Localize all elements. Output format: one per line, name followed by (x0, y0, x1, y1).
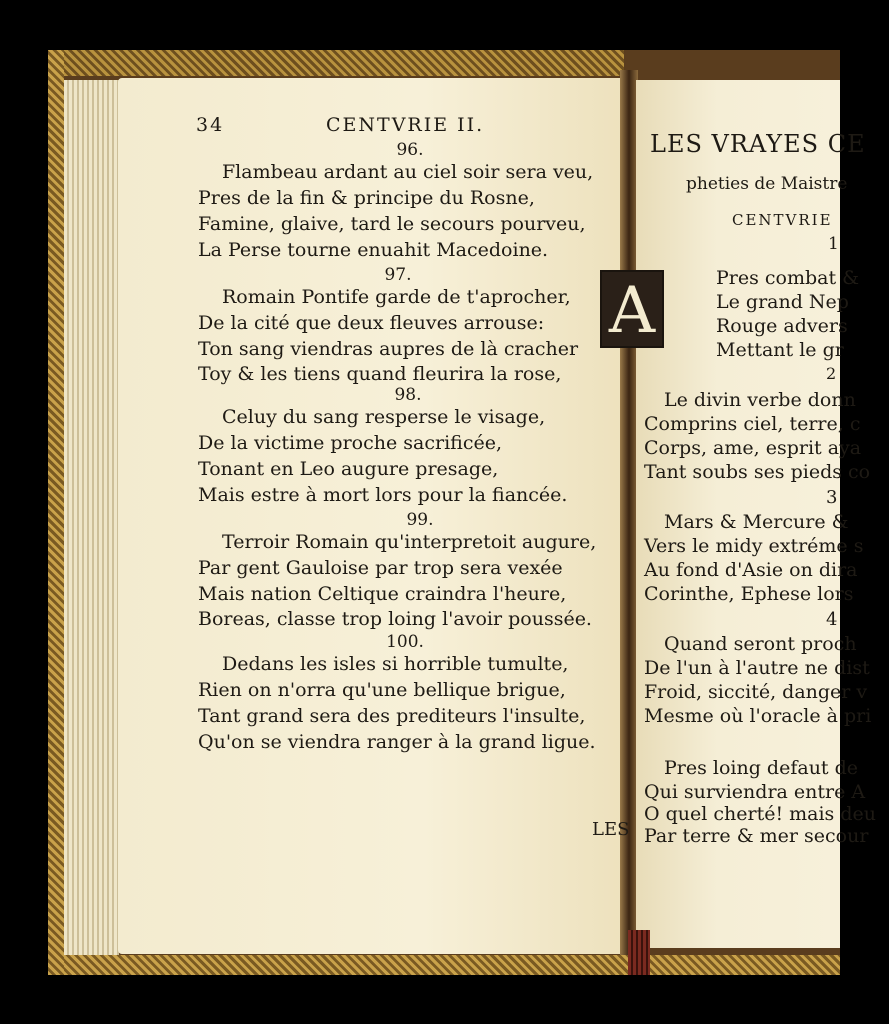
verse-line: Mais nation Celtique craindra l'heure, (198, 583, 567, 605)
verse-line: Vers le midy extréme s (644, 535, 864, 557)
verse-line: Le grand Nep (716, 291, 849, 313)
section-head: CENTVRIE (732, 211, 833, 229)
verse-line: De la cité que deux fleuves arrouse: (198, 312, 545, 334)
page-edges (64, 80, 119, 960)
verse-line: La Perse tourne enuahit Macedoine. (198, 239, 549, 261)
page-subtitle: pheties de Maistre (686, 174, 848, 194)
verse-line: Famine, glaive, tard le secours pourveu, (198, 213, 586, 235)
quatrain-number: 100. (386, 632, 424, 652)
gilt-cover-edge (48, 50, 64, 975)
verse-line: Mettant le gr (716, 339, 844, 361)
verse-line: Toy & les tiens quand fleurira la rose, (198, 363, 562, 385)
ornamental-drop-cap: A (600, 270, 664, 348)
verse-line: Celuy du sang resperse le visage, (222, 406, 546, 428)
verse-line: Romain Pontife garde de t'aprocher, (222, 286, 571, 308)
page-title: LES VRAYES CE (650, 130, 866, 158)
verse-line: Rien on n'orra qu'une bellique brigue, (198, 679, 566, 701)
quatrain-number: 3 (826, 487, 838, 508)
verse-line: Quand seront proch (664, 633, 857, 655)
verse-line: Mars & Mercure & (664, 511, 849, 533)
verse-line: Ton sang viendras aupres de là cracher (198, 338, 579, 360)
verse-line: O quel cherté! mais deu (644, 803, 876, 825)
running-head: CENTVRIE II. (326, 114, 485, 136)
quatrain-number: 99. (406, 510, 434, 530)
verse-line: De la victime proche sacrificée, (198, 432, 502, 454)
verse-line: Tant grand sera des prediteurs l'insulte, (198, 705, 586, 727)
bookmark-ribbon (628, 930, 650, 975)
verse-line: Mais estre à mort lors pour la fiancée. (198, 484, 568, 506)
verse-line: Par gent Gauloise par trop sera vexée (198, 557, 563, 579)
section-number: 1 (828, 234, 839, 254)
page-number: 34 (196, 114, 225, 136)
gilt-bottom-band (64, 955, 840, 975)
verse-line: Corinthe, Ephese lors (644, 583, 854, 605)
verse-line: Corps, ame, esprit aya (644, 437, 862, 459)
verse-line: Froid, siccité, danger v (644, 681, 868, 703)
verse-line: Terroir Romain qu'interpretoit augure, (222, 531, 597, 553)
verse-line: Dedans les isles si horrible tumulte, (222, 653, 569, 675)
verse-line: Pres combat & (716, 267, 860, 289)
quatrain-number: 96. (396, 140, 424, 160)
quatrain-number: 4 (826, 609, 838, 630)
quatrain-number: 97. (384, 265, 412, 285)
verse-line: Rouge advers (716, 315, 848, 337)
verse-line: De l'un à l'autre ne dist (644, 657, 870, 679)
verse-line: Flambeau ardant au ciel soir sera veu, (222, 161, 594, 183)
verse-line: Au fond d'Asie on dira (644, 559, 858, 581)
verse-line: Pres de la fin & principe du Rosne, (198, 187, 535, 209)
catchword: LES (592, 819, 630, 840)
verse-line: Comprins ciel, terre, c (644, 413, 861, 435)
quatrain-number: 98. (394, 385, 422, 405)
verse-line: Mesme où l'oracle à pri (644, 705, 872, 727)
verse-line: Qu'on se viendra ranger à la grand ligue. (198, 731, 596, 753)
quatrain-number: 2 (826, 364, 837, 383)
verse-line: Tant soubs ses pieds co (644, 461, 871, 483)
verse-line: Pres loing defaut de (664, 757, 859, 779)
right-page-text-area (640, 80, 876, 898)
verse-line: Par terre & mer secour (644, 825, 869, 847)
verse-line: Tonant en Leo augure presage, (198, 458, 499, 480)
gilt-top-band (64, 50, 624, 76)
verse-line: Boreas, classe trop loing l'avoir poussée. (198, 608, 592, 630)
verse-line: Le divin verbe donn (664, 389, 856, 411)
verse-line: Qui surviendra entre A (644, 781, 866, 803)
